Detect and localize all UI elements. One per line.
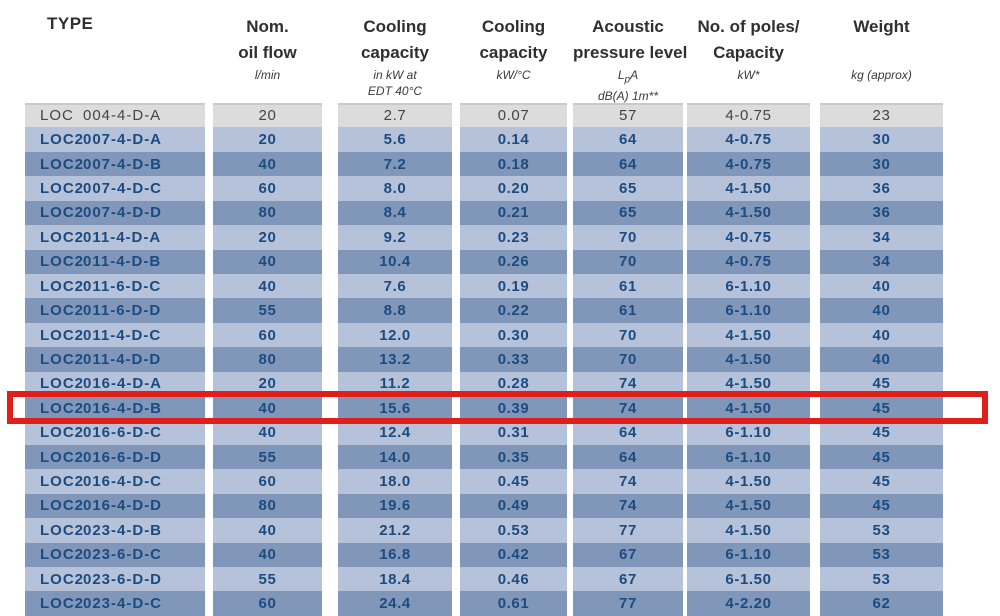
type-cell <box>25 201 205 225</box>
oil-flow-cell: 80 <box>213 347 322 371</box>
weight-cell: 40 <box>820 323 943 347</box>
type-code: 016-4-D-C <box>83 473 163 491</box>
cooling-kw-per-c-cell: 0.33 <box>460 347 567 371</box>
cooling-kw-per-c-cell: 0.53 <box>460 518 567 542</box>
acoustic-db-cell: 70 <box>573 250 683 274</box>
type-code: 011-4-D-A <box>83 228 162 246</box>
type-prefix: LOC2 <box>40 497 85 515</box>
type-prefix: LOC2 <box>40 204 85 222</box>
cooling-kw-per-c-cell: 0.42 <box>460 543 567 567</box>
poles-capacity-cell: 4-0.75 <box>687 250 810 274</box>
table-row <box>0 469 1000 493</box>
poles-capacity-cell: 6-1.10 <box>687 274 810 298</box>
acoustic-db-cell: 61 <box>573 298 683 322</box>
poles-capacity-cell: 4-1.50 <box>687 494 810 518</box>
weight-cell: 30 <box>820 152 943 176</box>
table-row <box>0 201 1000 225</box>
type-code: 023-6-D-D <box>83 570 163 588</box>
poles-capacity-cell: 4-1.50 <box>687 323 810 347</box>
cooling-kw-per-c-cell: 0.26 <box>460 250 567 274</box>
oil-flow-cell: 55 <box>213 445 322 469</box>
poles-capacity-cell: 6-1.10 <box>687 420 810 444</box>
acoustic-db-cell: 70 <box>573 323 683 347</box>
table-row <box>0 567 1000 591</box>
acoustic-db-cell: 64 <box>573 127 683 151</box>
column-header-cooling-capacity-kw-per-c <box>460 14 567 82</box>
poles-capacity-cell: 4-1.50 <box>687 396 810 420</box>
type-cell <box>25 250 205 274</box>
table-row <box>0 152 1000 176</box>
type-prefix: LOC2 <box>40 473 85 491</box>
type-cell <box>25 543 205 567</box>
cooling-kw-cell: 2.7 <box>338 103 452 127</box>
weight-cell: 40 <box>820 274 943 298</box>
cooling-kw-per-c-cell: 0.19 <box>460 274 567 298</box>
cooling-kw-cell: 8.4 <box>338 201 452 225</box>
column-header-weight <box>820 14 943 82</box>
cooling-kw-cell: 7.2 <box>338 152 452 176</box>
type-cell <box>25 567 205 591</box>
type-prefix: LOC2 <box>40 424 85 442</box>
header-unit: l/min <box>254 68 281 82</box>
header-unit: kW* <box>737 68 760 82</box>
cooling-kw-per-c-cell: 0.39 <box>460 396 567 420</box>
cooling-kw-cell: 16.8 <box>338 543 452 567</box>
column-header-acoustic-pressure <box>573 14 688 104</box>
weight-cell: 62 <box>820 591 943 615</box>
weight-cell: 36 <box>820 176 943 200</box>
cooling-kw-per-c-cell: 0.21 <box>460 201 567 225</box>
type-prefix: LOC2 <box>40 326 85 344</box>
acoustic-db-cell: 67 <box>573 567 683 591</box>
type-code: 023-4-D-B <box>83 521 163 539</box>
type-prefix: LOC2 <box>40 570 85 588</box>
column-header-oil-flow <box>213 14 322 82</box>
type-cell <box>25 347 205 371</box>
cooling-kw-per-c-cell: 0.14 <box>460 127 567 151</box>
column-header-poles-capacity <box>687 14 810 82</box>
oil-flow-cell: 60 <box>213 591 322 615</box>
table-row <box>0 347 1000 371</box>
acoustic-db-cell: 65 <box>573 201 683 225</box>
type-code: 016-6-D-D <box>83 448 163 466</box>
header-line: capacity <box>479 43 548 62</box>
cooling-kw-cell: 19.6 <box>338 494 452 518</box>
header-line: Cooling <box>481 17 546 36</box>
oil-flow-cell: 80 <box>213 201 322 225</box>
header-line: Weight <box>853 17 910 36</box>
header-unit: dB(A) 1m** <box>597 89 659 104</box>
oil-flow-cell: 20 <box>213 103 322 127</box>
type-prefix: LOC2 <box>40 155 85 173</box>
cooling-kw-per-c-cell: 0.30 <box>460 323 567 347</box>
oil-flow-cell: 40 <box>213 543 322 567</box>
type-prefix: LOC2 <box>40 521 85 539</box>
type-code: 004-4-D-A <box>83 106 162 124</box>
cooling-kw-cell: 18.0 <box>338 469 452 493</box>
type-cell <box>25 494 205 518</box>
table-row <box>0 323 1000 347</box>
header-line <box>820 40 943 66</box>
cooling-kw-per-c-cell: 0.07 <box>460 103 567 127</box>
oil-flow-cell: 40 <box>213 420 322 444</box>
type-prefix: LOC2 <box>40 399 85 417</box>
weight-cell: 34 <box>820 225 943 249</box>
acoustic-db-cell: 67 <box>573 543 683 567</box>
type-code: 016-4-D-D <box>83 497 163 515</box>
oil-flow-cell: 20 <box>213 225 322 249</box>
oil-flow-cell: 60 <box>213 469 322 493</box>
oil-flow-cell: 80 <box>213 494 322 518</box>
cooling-kw-per-c-cell: 0.28 <box>460 372 567 396</box>
header-line: Acoustic <box>592 17 664 36</box>
weight-cell: 36 <box>820 201 943 225</box>
type-code: 007-4-D-B <box>83 155 163 173</box>
cooling-kw-per-c-cell: 0.49 <box>460 494 567 518</box>
oil-flow-cell: 40 <box>213 274 322 298</box>
type-code: 023-6-D-C <box>83 546 163 564</box>
type-prefix: LOC2 <box>40 228 85 246</box>
oil-flow-cell: 55 <box>213 567 322 591</box>
oil-flow-cell: 60 <box>213 323 322 347</box>
weight-cell: 23 <box>820 103 943 127</box>
type-code: 011-4-D-C <box>83 326 162 344</box>
type-cell <box>25 127 205 151</box>
acoustic-db-cell: 70 <box>573 225 683 249</box>
acoustic-db-cell: 74 <box>573 494 683 518</box>
type-cell <box>25 274 205 298</box>
header-unit: kW/°C <box>496 68 531 82</box>
type-cell <box>25 225 205 249</box>
header-line: Cooling <box>363 17 427 36</box>
type-prefix: LOC2 <box>40 277 85 295</box>
header-line: capacity <box>360 43 430 62</box>
type-code: 011-4-D-D <box>83 350 162 368</box>
table-row <box>0 591 1000 615</box>
cooling-kw-cell: 14.0 <box>338 445 452 469</box>
type-code: 016-4-D-B <box>83 399 163 417</box>
type-code: 011-6-D-D <box>83 302 162 320</box>
table-row <box>0 372 1000 396</box>
cooling-kw-cell: 12.4 <box>338 420 452 444</box>
acoustic-db-cell: 77 <box>573 591 683 615</box>
type-prefix: LOC2 <box>40 350 85 368</box>
table-row <box>0 225 1000 249</box>
poles-capacity-cell: 4-1.50 <box>687 469 810 493</box>
weight-cell: 53 <box>820 543 943 567</box>
acoustic-db-cell: 70 <box>573 347 683 371</box>
poles-capacity-cell: 6-1.50 <box>687 567 810 591</box>
cooling-kw-cell: 8.8 <box>338 298 452 322</box>
acoustic-db-cell: 61 <box>573 274 683 298</box>
type-prefix: LOC2 <box>40 595 85 613</box>
header-line: oil flow <box>238 43 297 62</box>
poles-capacity-cell: 4-0.75 <box>687 103 810 127</box>
poles-capacity-cell: 4-1.50 <box>687 372 810 396</box>
header-line: Capacity <box>713 43 784 62</box>
cooling-kw-per-c-cell: 0.45 <box>460 469 567 493</box>
weight-cell: 45 <box>820 372 943 396</box>
poles-capacity-cell: 4-1.50 <box>687 201 810 225</box>
cooling-kw-cell: 12.0 <box>338 323 452 347</box>
oil-flow-cell: 40 <box>213 152 322 176</box>
weight-cell: 45 <box>820 445 943 469</box>
table-header <box>0 0 1000 103</box>
poles-capacity-cell: 4-0.75 <box>687 152 810 176</box>
type-code: 007-4-D-A <box>83 131 163 149</box>
table-row <box>0 127 1000 151</box>
table-row <box>0 494 1000 518</box>
poles-capacity-cell: 4-1.50 <box>687 347 810 371</box>
type-prefix: LOC2 <box>40 302 85 320</box>
column-header-cooling-capacity-kw <box>338 14 452 98</box>
cooling-kw-per-c-cell: 0.61 <box>460 591 567 615</box>
oil-flow-cell: 20 <box>213 372 322 396</box>
weight-cell: 45 <box>820 494 943 518</box>
header-line: Nom. <box>246 17 289 36</box>
weight-cell: 45 <box>820 396 943 420</box>
poles-capacity-cell: 4-0.75 <box>687 127 810 151</box>
type-cell <box>25 445 205 469</box>
poles-capacity-cell: 4-2.20 <box>687 591 810 615</box>
cooling-kw-per-c-cell: 0.31 <box>460 420 567 444</box>
weight-cell: 53 <box>820 518 943 542</box>
acoustic-db-cell: 65 <box>573 176 683 200</box>
cooling-kw-cell: 10.4 <box>338 250 452 274</box>
table-row <box>0 445 1000 469</box>
type-cell <box>25 469 205 493</box>
poles-capacity-cell: 6-1.10 <box>687 298 810 322</box>
table-row <box>0 274 1000 298</box>
cooling-kw-per-c-cell: 0.35 <box>460 445 567 469</box>
type-code: 023-4-D-C <box>83 595 163 613</box>
type-code: 016-4-D-A <box>83 375 163 393</box>
acoustic-db-cell: 64 <box>573 420 683 444</box>
type-cell <box>25 396 205 420</box>
type-cell <box>25 298 205 322</box>
weight-cell: 34 <box>820 250 943 274</box>
table-row <box>0 543 1000 567</box>
cooling-kw-cell: 24.4 <box>338 591 452 615</box>
acoustic-db-cell: 74 <box>573 372 683 396</box>
table-row <box>0 103 1000 127</box>
cooling-kw-cell: 5.6 <box>338 127 452 151</box>
acoustic-db-cell: 64 <box>573 152 683 176</box>
cooling-kw-per-c-cell: 0.23 <box>460 225 567 249</box>
type-cell <box>25 372 205 396</box>
table-row <box>0 518 1000 542</box>
cooling-kw-cell: 9.2 <box>338 225 452 249</box>
type-prefix: LOC2 <box>40 179 85 197</box>
cooling-kw-cell: 11.2 <box>338 372 452 396</box>
table-row <box>0 420 1000 444</box>
poles-capacity-cell: 4-1.50 <box>687 518 810 542</box>
weight-cell: 45 <box>820 420 943 444</box>
type-code: 011-6-D-C <box>83 277 162 295</box>
oil-flow-cell: 60 <box>213 176 322 200</box>
cooling-kw-cell: 13.2 <box>338 347 452 371</box>
cooling-kw-cell: 15.6 <box>338 396 452 420</box>
type-prefix: LOC2 <box>40 131 85 149</box>
poles-capacity-cell: 4-0.75 <box>687 225 810 249</box>
acoustic-db-cell: 57 <box>573 103 683 127</box>
type-cell <box>25 176 205 200</box>
cooling-kw-per-c-cell: 0.20 <box>460 176 567 200</box>
type-code: 007-4-D-C <box>83 179 163 197</box>
acoustic-db-cell: 74 <box>573 469 683 493</box>
oil-flow-cell: 40 <box>213 250 322 274</box>
table-row <box>0 176 1000 200</box>
type-prefix: LOC2 <box>40 546 85 564</box>
type-code: 011-4-D-B <box>83 253 162 271</box>
type-code: 007-4-D-D <box>83 204 163 222</box>
poles-capacity-cell: 6-1.10 <box>687 445 810 469</box>
oil-flow-cell: 40 <box>213 518 322 542</box>
cooling-kw-per-c-cell: 0.18 <box>460 152 567 176</box>
table-body <box>0 103 1000 616</box>
acoustic-db-cell: 64 <box>573 445 683 469</box>
acoustic-db-cell: 77 <box>573 518 683 542</box>
column-header-type: TYPE <box>47 14 94 33</box>
acoustic-db-cell: 74 <box>573 396 683 420</box>
weight-cell: 30 <box>820 127 943 151</box>
cooling-kw-cell: 18.4 <box>338 567 452 591</box>
weight-cell: 40 <box>820 347 943 371</box>
header-unit: kg (approx) <box>851 68 912 82</box>
type-prefix: LOC2 <box>40 253 85 271</box>
weight-cell: 45 <box>820 469 943 493</box>
type-cell <box>25 518 205 542</box>
header-line: No. of poles/ <box>697 17 800 36</box>
oil-flow-cell: 40 <box>213 396 322 420</box>
header-line: pressure level <box>573 43 688 62</box>
cooling-kw-per-c-cell: 0.22 <box>460 298 567 322</box>
cooling-kw-cell: 7.6 <box>338 274 452 298</box>
poles-capacity-cell: 6-1.10 <box>687 543 810 567</box>
table-row <box>0 396 1000 420</box>
type-prefix: LOC2 <box>40 448 85 466</box>
header-unit: in kW at <box>373 68 417 82</box>
oil-flow-cell: 20 <box>213 127 322 151</box>
type-cell <box>25 420 205 444</box>
cooling-kw-per-c-cell: 0.46 <box>460 567 567 591</box>
weight-cell: 53 <box>820 567 943 591</box>
poles-capacity-cell: 4-1.50 <box>687 176 810 200</box>
type-prefix: LOC2 <box>40 375 85 393</box>
type-cell <box>25 103 205 127</box>
type-cell <box>25 591 205 615</box>
cooling-kw-cell: 8.0 <box>338 176 452 200</box>
oil-flow-cell: 55 <box>213 298 322 322</box>
type-prefix: LOC <box>40 106 74 124</box>
type-cell <box>25 323 205 347</box>
type-cell <box>25 152 205 176</box>
weight-cell: 40 <box>820 298 943 322</box>
cooling-kw-cell: 21.2 <box>338 518 452 542</box>
table-row <box>0 298 1000 322</box>
header-unit: EDT 40°C <box>367 84 423 98</box>
header-unit-lpa: $L_pA$ <box>617 68 639 86</box>
type-code: 016-6-D-C <box>83 424 163 442</box>
table-row <box>0 250 1000 274</box>
